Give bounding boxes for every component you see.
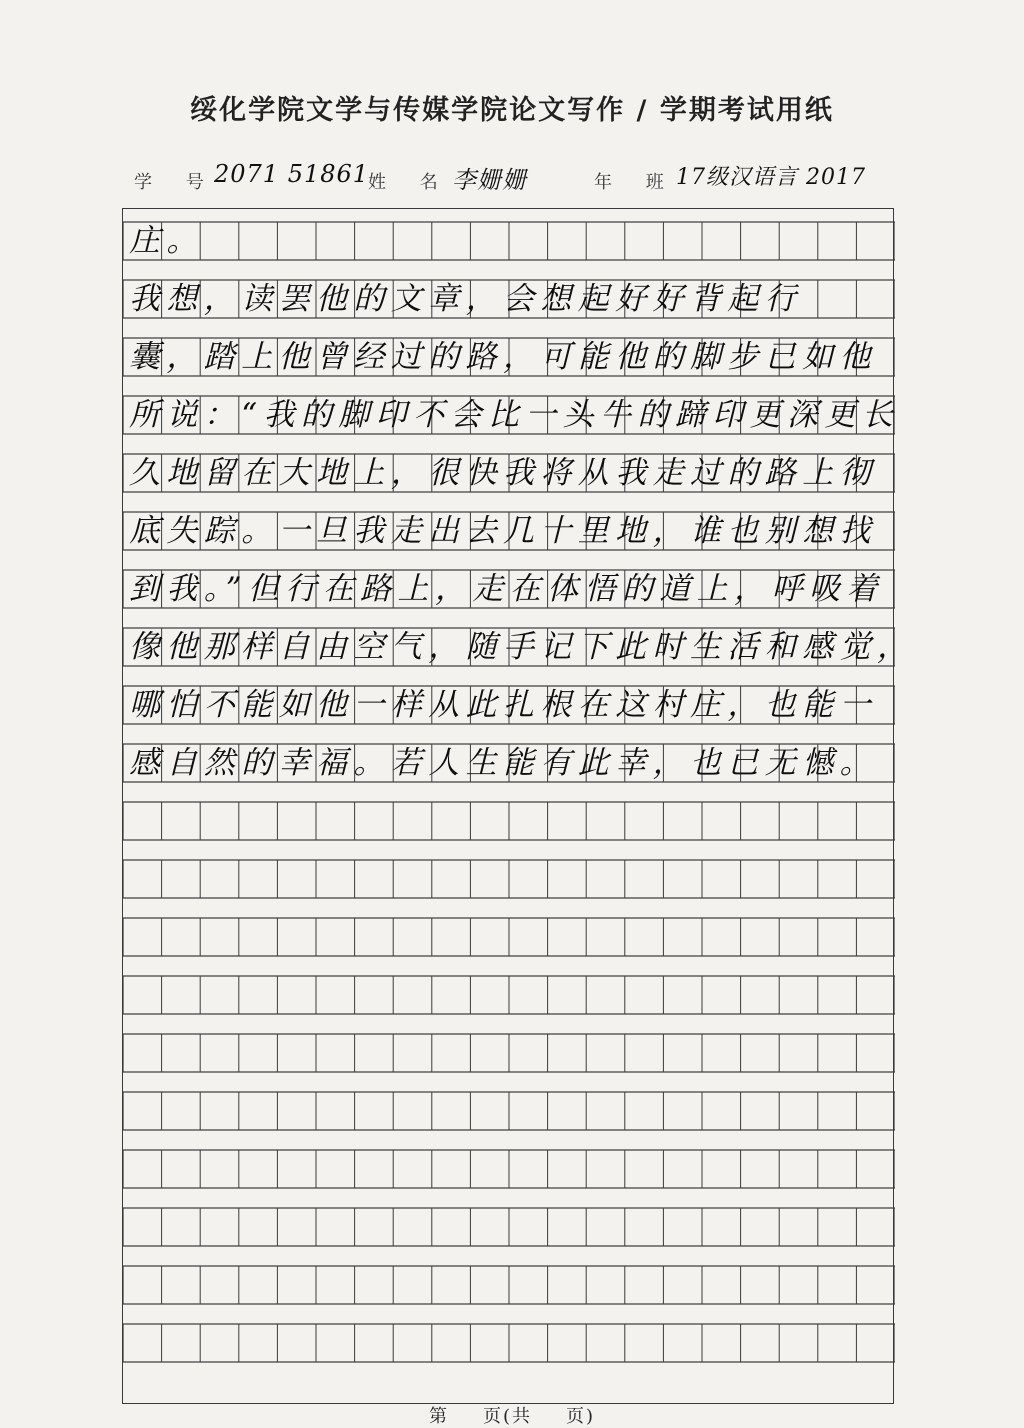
footer-suffix: 页) (566, 1406, 596, 1427)
essay-line: 感自然的幸福。若人生能有此幸，也已无憾。 (129, 745, 877, 781)
student-info-row (128, 160, 928, 200)
essay-line: 哪怕不能如他一样从此扎根在这村庄，也能一 (129, 687, 877, 723)
name-label: 姓 名 (368, 172, 452, 193)
student-id-value: 2071 51861 (214, 160, 370, 188)
essay-line: 所说：“我的脚印不会比一头牛的蹄印更深更长 (129, 397, 900, 433)
grid-lines (123, 209, 895, 1405)
footer-middle: 页(共 (482, 1406, 532, 1427)
essay-line: 到我。”但行在路上，走在体悟的道上，呼吸着 (129, 571, 884, 607)
essay-line: 我想，读罢他的文章，会想起好好背起行 (129, 281, 803, 317)
page-title: 绥化学院文学与传媒学院论文写作 / 学期考试用纸 (190, 95, 834, 126)
class-value: 17级汉语言 2017 (676, 165, 866, 190)
essay-line: 底失踪。一旦我走出去几十里地，谁也别想找 (129, 513, 877, 549)
student-id-label: 学 号 (134, 172, 218, 193)
footer-prefix: 第 (428, 1406, 449, 1427)
essay-line: 囊，踏上他曾经过的路，可能他的脚步已如他 (129, 339, 877, 375)
writing-grid-sheet (122, 208, 915, 1404)
page-footer (0, 1402, 1024, 1428)
essay-line: 久地留在大地上，很快我将从我走过的路上彻 (129, 455, 877, 491)
essay-line: 像他那样自由空气，随手记下此时生活和感觉， (129, 629, 915, 665)
essay-line: 庄。 (129, 223, 204, 259)
class-label: 年 班 (594, 172, 678, 193)
name-value: 李姗姗 (452, 166, 527, 194)
